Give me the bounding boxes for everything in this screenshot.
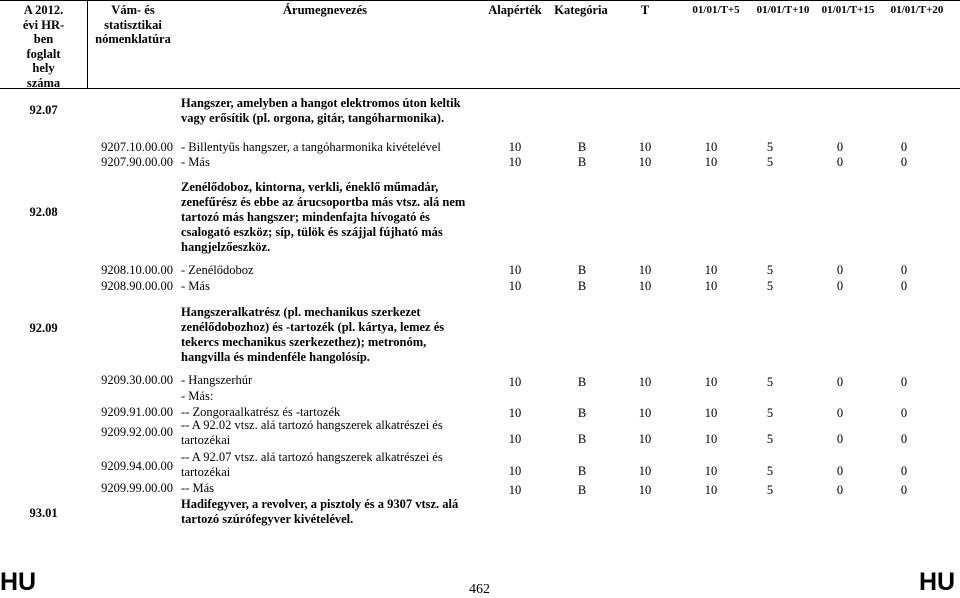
rate-t10: 5 (766, 279, 774, 293)
heading-9301: Hadifegyver, a revolver, a pisztoly és a 9307 vtsz. alá tartozó szúrófegyver kivételével. (181, 497, 459, 526)
rate-t20: 0 (900, 155, 908, 169)
category: B (577, 140, 587, 154)
rate-t5: 10 (704, 483, 718, 497)
rate-t: 10 (638, 140, 652, 154)
category: B (577, 406, 587, 420)
rate-t5: 10 (704, 155, 718, 169)
code-9208-10: 9208.10.00.00 (101, 263, 173, 277)
header-category: Kategória (554, 3, 608, 17)
rate-t5: 10 (704, 464, 718, 478)
footer-language-right: HU (919, 568, 956, 596)
desc-9207-10: - Billentyűs hangszer, a tangóharmonika kivételével (181, 140, 441, 154)
page-number: 462 (469, 582, 490, 597)
rate-t20: 0 (900, 406, 908, 420)
rate-t20: 0 (900, 279, 908, 293)
rate-t: 10 (638, 432, 652, 446)
base-rate: 10 (508, 140, 522, 154)
code-9208-90: 9208.90.00.00 (101, 279, 173, 293)
heading-9207: Hangszer, amelyben a hangot elektromos úton keltik vagy erősítik (pl. orgona, gitár, tangóharmonika). (181, 96, 461, 125)
rate-t20: 0 (900, 432, 908, 446)
header-base-rate: Alapérték (488, 3, 542, 17)
desc-9207-90: - Más (181, 155, 210, 169)
hs-position-9208: 92.08 (29, 205, 58, 219)
rate-t: 10 (638, 375, 652, 389)
header-t15: 01/01/T+15 (821, 4, 875, 16)
rate-t20: 0 (900, 483, 908, 497)
rate-t15: 0 (836, 375, 844, 389)
base-rate: 10 (508, 263, 522, 277)
desc-9209-99: -- Más (181, 481, 214, 495)
desc-9209-91: -- Zongoraalkatrész és -tartozék (181, 405, 341, 419)
rate-t5: 10 (704, 406, 718, 420)
category: B (577, 483, 587, 497)
header-hs-position: A 2012. évi HR- ben foglalt hely száma (22, 3, 65, 90)
rate-t15: 0 (836, 140, 844, 154)
hs-position-9209: 92.09 (29, 321, 58, 335)
category: B (577, 279, 587, 293)
rate-t10: 5 (766, 483, 774, 497)
heading-9208: Zenélődoboz, kintorna, verkli, éneklő műmadár, zenefűrész és ebbe az árucsoportba más vtsz. alá nem tartozó más hangszer; mindenfajta hívogató és csalogató eszköz; síp, tülök és szájjal fújható más hangjelzőeszköz. (181, 180, 466, 254)
code-9207-90: 9207.90.00.00 (101, 155, 173, 169)
rate-t15: 0 (836, 483, 844, 497)
rate-t15: 0 (836, 464, 844, 478)
category: B (577, 155, 587, 169)
header-t: T (640, 3, 650, 17)
desc-9209-94: -- A 92.07 vtsz. alá tartozó hangszerek alkatrészei és tartozékai (181, 450, 443, 479)
base-rate: 10 (508, 483, 522, 497)
base-rate: 10 (508, 432, 522, 446)
rate-t15: 0 (836, 263, 844, 277)
desc-9209-other: - Más: (181, 389, 214, 403)
category: B (577, 464, 587, 478)
code-9209-91: 9209.91.00.00 (101, 405, 173, 419)
base-rate: 10 (508, 406, 522, 420)
base-rate: 10 (508, 464, 522, 478)
rate-t10: 5 (766, 375, 774, 389)
hs-position-9301: 93.01 (29, 506, 58, 520)
header-description: Árumegnevezés (283, 3, 367, 17)
heading-9209: Hangszeralkatrész (pl. mechanikus szerkezet zenélődobozhoz) és -tartozék (pl. kártya, lemez és tekercs mechanikus szerkezethez); metronóm, hangvilla és mindenféle hangolósíp. (181, 305, 445, 364)
base-rate: 10 (508, 375, 522, 389)
rate-t15: 0 (836, 406, 844, 420)
rate-t5: 10 (704, 263, 718, 277)
base-rate: 10 (508, 155, 522, 169)
desc-9208-90: - Más (181, 279, 210, 293)
header-nomenclature: Vám- és statisztikai nómenklatúra (95, 3, 171, 46)
desc-9208-10: - Zenélődoboz (181, 263, 254, 277)
header-bottom-border (0, 88, 960, 89)
base-rate: 10 (508, 279, 522, 293)
rate-t5: 10 (704, 140, 718, 154)
rate-t20: 0 (900, 263, 908, 277)
rate-t: 10 (638, 263, 652, 277)
rate-t5: 10 (704, 375, 718, 389)
rate-t15: 0 (836, 432, 844, 446)
rate-t15: 0 (836, 155, 844, 169)
code-9209-92: 9209.92.00.00 (101, 425, 173, 439)
rate-t: 10 (638, 279, 652, 293)
header-top-border (0, 0, 960, 1)
category: B (577, 432, 587, 446)
rate-t10: 5 (766, 432, 774, 446)
code-9207-10: 9207.10.00.00 (101, 140, 173, 154)
category: B (577, 263, 587, 277)
footer-language-left: HU (0, 568, 37, 596)
rate-t10: 5 (766, 464, 774, 478)
rate-t: 10 (638, 155, 652, 169)
category: B (577, 375, 587, 389)
header-t5: 01/01/T+5 (692, 4, 740, 16)
desc-9209-30: - Hangszerhúr (181, 373, 253, 387)
rate-t20: 0 (900, 140, 908, 154)
code-9209-99: 9209.99.00.00 (101, 481, 173, 495)
desc-9209-92: -- A 92.02 vtsz. alá tartozó hangszerek alkatrészei és tartozékai (181, 418, 443, 447)
rate-t10: 5 (766, 155, 774, 169)
rate-t: 10 (638, 464, 652, 478)
rate-t: 10 (638, 483, 652, 497)
header-t10: 01/01/T+10 (756, 4, 810, 16)
rate-t5: 10 (704, 432, 718, 446)
rate-t20: 0 (900, 464, 908, 478)
rate-t: 10 (638, 406, 652, 420)
rate-t10: 5 (766, 140, 774, 154)
rate-t10: 5 (766, 406, 774, 420)
rate-t20: 0 (900, 375, 908, 389)
rate-t15: 0 (836, 279, 844, 293)
code-9209-94: 9209.94.00.00 (101, 459, 173, 473)
hs-position-9207: 92.07 (29, 103, 58, 117)
header-t20: 01/01/T+20 (890, 4, 944, 16)
rate-t10: 5 (766, 263, 774, 277)
rate-t5: 10 (704, 279, 718, 293)
code-9209-30: 9209.30.00.00 (101, 373, 173, 387)
